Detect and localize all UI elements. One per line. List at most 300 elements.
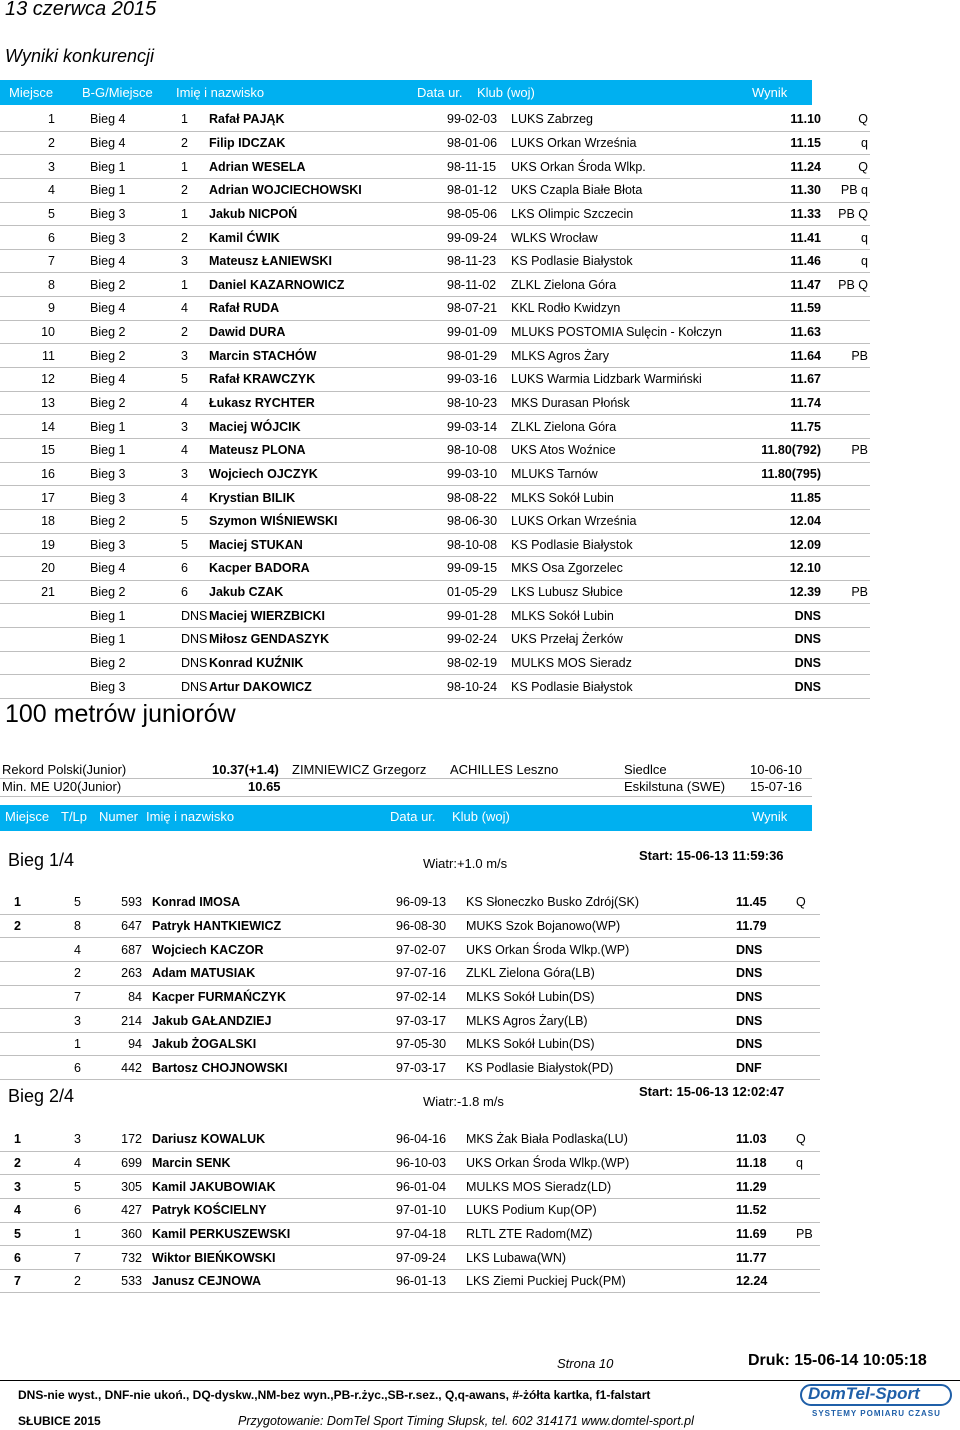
- club-cell: KS Podlasie Białystok: [511, 537, 633, 552]
- note-cell: PB: [851, 348, 868, 363]
- result-cell: 11.41: [790, 230, 821, 245]
- result-cell: 11.18: [736, 1155, 767, 1170]
- club-cell: UKS Orkan Środa Wlkp.(WP): [466, 1155, 630, 1170]
- result-cell: DNS: [736, 966, 763, 981]
- name-cell: Dariusz KOWALUK: [152, 1132, 266, 1147]
- name-cell: Maciej WÓJCIK: [209, 419, 301, 434]
- note-cell: q: [861, 135, 868, 150]
- name-cell: Rafał KRAWCZYK: [209, 372, 316, 387]
- bib-cell: 699: [121, 1155, 142, 1170]
- note-cell: PB: [851, 585, 868, 600]
- heat-place-cell: 5: [181, 537, 188, 552]
- table-row: [0, 486, 870, 510]
- lane-cell: 5: [74, 895, 81, 910]
- table-row: [0, 628, 870, 652]
- note-cell: q: [861, 254, 868, 269]
- dob-cell: 99-02-24: [447, 632, 498, 647]
- heat-cell: Bieg 2: [90, 325, 126, 340]
- dob-cell: 96-01-13: [396, 1274, 447, 1289]
- name-cell: Daniel KAZARNOWICZ: [209, 277, 345, 292]
- table-row: [0, 368, 870, 392]
- dob-cell: 98-10-08: [447, 537, 498, 552]
- dob-cell: 99-02-03: [447, 112, 498, 127]
- club-cell: MLKS Agros Żary: [511, 348, 609, 363]
- dob-cell: 97-02-07: [396, 942, 447, 957]
- lane-cell: 5: [74, 1179, 81, 1194]
- result-cell: DNS: [794, 608, 821, 623]
- col-heat-place: B-G/Miejsce: [82, 85, 153, 100]
- heat-place-cell: 2: [181, 135, 188, 150]
- name-cell: Adrian WOJCIECHOWSKI: [209, 183, 362, 198]
- club-cell: MKS Osa Zgorzelec: [511, 561, 623, 576]
- place-cell: 17: [41, 490, 55, 505]
- heat-cell: Bieg 4: [90, 301, 126, 316]
- result-cell: 12.04: [789, 514, 821, 529]
- heat-cell: Bieg 1: [90, 443, 126, 458]
- note-cell: PB: [796, 1226, 813, 1241]
- dob-cell: 98-02-19: [447, 656, 498, 671]
- legend: DNS-nie wyst., DNF-nie ukoń., DQ-dyskw.,NM-bez wyn.,PB-r.życ.,SB-r.sez., Q,q-awans, #-żółta kartka, f1-falstart: [18, 1388, 651, 1402]
- dob-cell: 98-06-30: [447, 514, 498, 529]
- club-cell: MLUKS Tarnów: [511, 466, 598, 481]
- name-cell: Patryk KOŚCIELNY: [152, 1203, 267, 1218]
- note-cell: PB: [851, 443, 868, 458]
- result-cell: 11.69: [736, 1226, 767, 1241]
- heat-place-cell: 1: [181, 159, 188, 174]
- club-cell: UKS Atos Woźnice: [511, 443, 616, 458]
- page-date: 13 czerwca 2015: [5, 0, 157, 20]
- note-cell: PB Q: [838, 206, 868, 221]
- heat-place-cell: 6: [181, 561, 188, 576]
- name-cell: Miłosz GENDASZYK: [209, 632, 330, 647]
- result-cell: 11.47: [790, 277, 821, 292]
- lane-cell: 6: [74, 1203, 81, 1218]
- result-cell: DNF: [736, 1060, 762, 1075]
- heat-place-cell: 3: [181, 254, 188, 269]
- results-header: [0, 80, 812, 105]
- place-cell: 12: [41, 372, 55, 387]
- note-cell: [821, 415, 870, 439]
- name-cell: Konrad KUŹNIK: [209, 656, 304, 671]
- place-cell: 7: [14, 1274, 21, 1289]
- dob-cell: 99-03-14: [447, 419, 498, 434]
- heat-cell: Bieg 1: [90, 632, 126, 647]
- club-cell: MKS Durasan Płońsk: [511, 396, 630, 410]
- place-cell: 7: [48, 254, 55, 269]
- heat-cell: Bieg 3: [90, 537, 126, 552]
- note-cell: Q: [796, 1132, 806, 1147]
- result-cell: 11.77: [736, 1250, 767, 1265]
- heat-cell: Bieg 2: [90, 514, 126, 529]
- table-row: [0, 273, 870, 297]
- note-cell: [821, 675, 870, 699]
- heat-cell: Bieg 2: [90, 277, 126, 292]
- place-cell: [0, 985, 74, 1009]
- note-cell: [776, 961, 820, 985]
- bib-cell: 94: [128, 1037, 142, 1052]
- place-cell: [0, 961, 74, 985]
- bib-cell: 305: [121, 1179, 142, 1194]
- club-cell: LUKS Zabrzeg: [511, 112, 593, 127]
- place-cell: 4: [48, 183, 55, 198]
- result-cell: 11.63: [790, 325, 821, 340]
- minimum-place: Eskilstuna (SWE): [624, 779, 726, 794]
- table-row: [0, 1175, 820, 1199]
- club-cell: MULKS MOS Sieradz: [511, 656, 632, 671]
- result-cell: 11.67: [790, 372, 821, 387]
- dob-cell: 97-01-10: [396, 1203, 447, 1218]
- result-cell: 11.33: [790, 206, 821, 221]
- table-row: [0, 1269, 820, 1293]
- dob-cell: 99-09-24: [447, 230, 498, 245]
- bib-cell: 647: [121, 918, 142, 933]
- dob-cell: 98-01-12: [447, 183, 498, 198]
- result-cell: 11.29: [736, 1179, 767, 1194]
- dob-cell: 97-03-17: [396, 1060, 447, 1075]
- club-cell: RLTL ZTE Radom(MZ): [466, 1226, 593, 1241]
- event-title: 100 metrów juniorów: [5, 700, 236, 728]
- col-dob: Data ur.: [417, 85, 463, 100]
- dob-cell: 98-11-15: [447, 159, 497, 174]
- lane-cell: 4: [74, 1155, 81, 1170]
- table-row: [0, 1128, 820, 1151]
- place-cell: [0, 604, 55, 628]
- heat-cell: Bieg 4: [90, 561, 126, 576]
- col-bib: Numer: [99, 809, 139, 824]
- club-cell: ZLKL Zielona Góra(LB): [466, 966, 595, 981]
- result-cell: 11.75: [790, 419, 821, 434]
- note-cell: [821, 462, 870, 486]
- col-name: Imię i nazwisko: [146, 809, 235, 824]
- name-cell: Kamil PERKUSZEWSKI: [152, 1226, 291, 1241]
- result-cell: 11.80(795): [761, 466, 821, 481]
- club-cell: KS Słoneczko Busko Zdrój(SK): [466, 895, 639, 910]
- note-cell: [821, 486, 870, 510]
- domtel-logo: [800, 1384, 952, 1422]
- col-name: Imię i nazwisko: [176, 85, 265, 100]
- name-cell: Szymon WIŚNIEWSKI: [209, 514, 338, 529]
- section-title: Wyniki konkurencji: [5, 46, 155, 66]
- place-cell: 2: [14, 918, 21, 933]
- club-cell: LUKS Orkan Września: [511, 135, 637, 150]
- result-cell: 11.10: [790, 112, 821, 127]
- table-row: [0, 651, 870, 675]
- place-cell: 18: [41, 514, 55, 529]
- result-cell: 12.39: [789, 585, 821, 600]
- record-holder: ZIMNIEWICZ Grzegorz: [292, 762, 427, 777]
- heat-place-cell: 4: [181, 490, 188, 505]
- minimum-result: 10.65: [248, 779, 281, 794]
- result-cell: 12.10: [789, 561, 821, 576]
- place-cell: 13: [41, 396, 55, 410]
- club-cell: KKL Rodło Kwidzyn: [511, 301, 621, 316]
- heat-cell: Bieg 4: [90, 372, 126, 387]
- minimum-date: 15-07-16: [750, 779, 803, 794]
- table-row: [0, 985, 820, 1009]
- dob-cell: 97-03-17: [396, 1013, 447, 1028]
- bib-cell: 732: [121, 1250, 142, 1265]
- dob-cell: 96-09-13: [396, 895, 447, 910]
- place-cell: 1: [14, 1132, 21, 1147]
- place-cell: 5: [48, 206, 55, 221]
- club-cell: LUKS Warmia Lidzbark Warmiński: [511, 372, 702, 387]
- name-cell: Kacper BADORA: [209, 561, 310, 576]
- note-cell: Q: [858, 159, 868, 174]
- note-cell: [821, 604, 870, 628]
- place-cell: 8: [48, 277, 55, 292]
- place-cell: 20: [41, 561, 55, 576]
- dob-cell: 97-07-16: [396, 966, 447, 981]
- note-cell: [776, 1246, 820, 1270]
- dob-cell: 97-09-24: [396, 1250, 447, 1265]
- note-cell: [776, 1175, 820, 1199]
- minimum-label: Min. ME U20(Junior): [2, 779, 122, 794]
- record-label: Rekord Polski(Junior): [2, 762, 127, 777]
- table-row: [0, 249, 870, 273]
- dob-cell: 96-01-04: [396, 1179, 447, 1194]
- place-cell: 2: [14, 1155, 21, 1170]
- heat-place-cell: 3: [181, 348, 188, 363]
- note-cell: [776, 938, 820, 962]
- lane-cell: 6: [74, 1060, 81, 1075]
- club-cell: KS Podlasie Białystok(PD): [466, 1060, 614, 1075]
- result-cell: DNS: [736, 942, 763, 957]
- table-row: [0, 891, 820, 914]
- heat-cell: Bieg 3: [90, 679, 126, 694]
- table-row: [0, 202, 870, 226]
- note-cell: [821, 628, 870, 652]
- place-cell: 2: [48, 135, 55, 150]
- table-row: [0, 533, 870, 557]
- dob-cell: 98-10-08: [447, 443, 498, 458]
- heat-cell: Bieg 1: [90, 608, 126, 623]
- place-cell: 10: [41, 325, 55, 340]
- result-cell: 11.52: [736, 1203, 767, 1218]
- name-cell: Konrad IMOSA: [152, 895, 241, 910]
- name-cell: Marcin SENK: [152, 1155, 231, 1170]
- heat-place-cell: 2: [181, 183, 188, 198]
- bib-cell: 84: [128, 989, 142, 1004]
- record-place: Siedlce: [624, 762, 667, 777]
- result-cell: 12.24: [736, 1274, 768, 1289]
- lane-cell: 2: [74, 966, 81, 981]
- place-cell: 19: [41, 537, 55, 552]
- bib-cell: 593: [121, 895, 142, 910]
- note-cell: [821, 557, 870, 581]
- dob-cell: 98-11-23: [447, 254, 497, 269]
- place-cell: [0, 938, 74, 962]
- place-cell: 1: [48, 112, 55, 127]
- lane-cell: 1: [74, 1037, 81, 1052]
- club-cell: LUKS Podium Kup(OP): [466, 1203, 597, 1218]
- table-row: [0, 344, 870, 368]
- note-cell: [821, 391, 870, 415]
- dob-cell: 01-05-29: [447, 585, 498, 600]
- col-dob: Data ur.: [390, 809, 436, 824]
- note-cell: [776, 985, 820, 1009]
- lane-cell: 7: [74, 989, 81, 1004]
- heat-place-cell: 5: [181, 514, 188, 529]
- bib-cell: 533: [121, 1274, 142, 1289]
- table-row: [0, 108, 870, 131]
- table-row: [0, 391, 870, 415]
- name-cell: Kamil JAKUBOWIAK: [152, 1179, 276, 1194]
- heat-cell: Bieg 3: [90, 490, 126, 505]
- dob-cell: 96-04-16: [396, 1132, 447, 1147]
- heat-place-cell: 2: [181, 325, 188, 340]
- name-cell: Mateusz ŁANIEWSKI: [209, 254, 332, 269]
- club-cell: UKS Orkan Środa Wlkp.(WP): [466, 942, 630, 957]
- heat-cell: Bieg 2: [90, 656, 126, 671]
- heat-place-cell: 3: [181, 466, 188, 481]
- note-cell: [776, 1032, 820, 1056]
- club-cell: MLKS Sokół Lubin: [511, 608, 614, 623]
- bib-cell: 427: [121, 1203, 142, 1218]
- dob-cell: 97-05-30: [396, 1037, 447, 1052]
- name-cell: Artur DAKOWICZ: [209, 679, 312, 694]
- table-row: [0, 131, 870, 155]
- table-row: [0, 155, 870, 179]
- heat-title: Bieg 2/4: [8, 1086, 75, 1106]
- place-cell: [0, 1009, 74, 1033]
- table-row: [0, 961, 820, 985]
- name-cell: Adam MATUSIAK: [152, 966, 256, 981]
- heat-cell: Bieg 2: [90, 585, 126, 600]
- club-cell: LUKS Orkan Września: [511, 514, 637, 529]
- heat-cell: Bieg 1: [90, 419, 126, 434]
- heat-cell: Bieg 4: [90, 112, 126, 127]
- table-row: [0, 1246, 820, 1270]
- heat-table: [0, 891, 820, 1080]
- note-cell: [821, 297, 870, 321]
- dob-cell: 98-10-24: [447, 679, 498, 694]
- heat-place-cell: 4: [181, 301, 188, 316]
- note-cell: Q: [858, 112, 868, 127]
- name-cell: Janusz CEJNOWA: [152, 1274, 262, 1289]
- heat-cell: Bieg 3: [90, 466, 126, 481]
- bib-cell: 172: [121, 1132, 142, 1147]
- club-cell: UKS Czapla Białe Błota: [511, 183, 643, 198]
- col-place: Miejsce: [5, 809, 50, 824]
- heat-table: [0, 1128, 820, 1293]
- result-cell: 11.45: [736, 895, 767, 910]
- table-row: [0, 1222, 820, 1246]
- result-cell: 11.80(792): [761, 443, 821, 458]
- result-cell: 12.09: [789, 537, 821, 552]
- place-cell: [0, 1056, 74, 1080]
- club-cell: LKS Ziemi Puckiej Puck(PM): [466, 1274, 626, 1289]
- table-row: [0, 580, 870, 604]
- dob-cell: 98-05-06: [447, 206, 498, 221]
- prepared-by: Przygotowanie: DomTel Sport Timing Słupsk, tel. 602 314171 www.domtel-sport.pl: [238, 1414, 694, 1428]
- result-cell: 11.30: [790, 183, 821, 198]
- bib-cell: 214: [121, 1013, 142, 1028]
- minimum-row: [0, 779, 812, 796]
- lane-cell: 8: [74, 918, 81, 933]
- heat-place-cell: DNS: [181, 679, 208, 694]
- dob-cell: 96-08-30: [396, 918, 447, 933]
- result-cell: DNS: [794, 656, 821, 671]
- place-cell: [0, 628, 55, 652]
- result-cell: 11.15: [790, 135, 821, 150]
- name-cell: Dawid DURA: [209, 325, 286, 340]
- heat-cell: Bieg 3: [90, 206, 126, 221]
- col-place: Miejsce: [9, 85, 54, 100]
- place-cell: 6: [14, 1250, 21, 1265]
- name-cell: Kamil ĆWIK: [209, 230, 280, 245]
- name-cell: Kacper FURMAŃCZYK: [152, 989, 287, 1004]
- club-cell: UKS Przełaj Żerków: [511, 632, 623, 647]
- name-cell: Wojciech KACZOR: [152, 942, 264, 957]
- heat-place-cell: 2: [181, 230, 188, 245]
- table-row: [0, 938, 820, 962]
- result-cell: 11.59: [790, 301, 821, 316]
- heat-place-cell: 6: [181, 585, 188, 600]
- place-cell: 4: [14, 1203, 21, 1218]
- col-lane: T/Lp: [61, 809, 88, 824]
- result-cell: 11.03: [736, 1132, 767, 1147]
- table-row: [0, 1056, 820, 1080]
- heat-start: Start: 15-06-13 12:02:47: [639, 1084, 785, 1099]
- club-cell: ZLKL Zielona Góra: [511, 419, 617, 434]
- col-result: Wynik: [752, 85, 788, 100]
- club-cell: MUKS Szok Bojanowo(WP): [466, 918, 621, 933]
- note-cell: [776, 1198, 820, 1222]
- table-row: [0, 914, 820, 938]
- note-cell: Q: [796, 895, 806, 910]
- club-cell: WLKS Wrocław: [511, 230, 598, 245]
- dob-cell: 98-07-21: [447, 301, 498, 316]
- name-cell: Wiktor BIEŃKOWSKI: [152, 1250, 276, 1265]
- table-row: [0, 557, 870, 581]
- dob-cell: 96-10-03: [396, 1155, 447, 1170]
- dob-cell: 98-11-02: [447, 277, 497, 292]
- results-table: [0, 108, 870, 699]
- place-cell: 3: [14, 1179, 21, 1194]
- club-cell: MLKS Sokół Lubin: [511, 490, 614, 505]
- note-cell: [776, 1056, 820, 1080]
- club-cell: MLKS Sokół Lubin(DS): [466, 1037, 595, 1052]
- name-cell: Bartosz CHOJNOWSKI: [152, 1060, 288, 1075]
- col-club: Klub (woj): [477, 85, 535, 100]
- note-cell: [821, 533, 870, 557]
- heat-place-cell: 4: [181, 396, 188, 410]
- name-cell: Maciej STUKAN: [209, 537, 303, 552]
- heat-place-cell: 4: [181, 443, 188, 458]
- club-cell: KS Podlasie Białystok: [511, 679, 633, 694]
- name-cell: Jakub ŻOGALSKI: [152, 1037, 257, 1052]
- dob-cell: 98-01-29: [447, 348, 498, 363]
- table-row: [0, 462, 870, 486]
- record-result: 10.37(+1.4): [212, 762, 279, 777]
- dob-cell: 98-01-06: [447, 135, 498, 150]
- place-cell: [0, 1032, 74, 1056]
- name-cell: Rafał RUDA: [209, 301, 280, 316]
- place-cell: 16: [41, 466, 55, 481]
- heat-results-header: [0, 805, 812, 831]
- table-row: [0, 1032, 820, 1056]
- dob-cell: 99-03-16: [447, 372, 498, 387]
- note-cell: PB Q: [838, 277, 868, 292]
- note-cell: [821, 368, 870, 392]
- result-cell: 11.64: [790, 348, 821, 363]
- club-cell: KS Podlasie Białystok: [511, 254, 633, 269]
- heat-place-cell: 5: [181, 372, 188, 387]
- dob-cell: 99-09-15: [447, 561, 498, 576]
- place-cell: 6: [48, 230, 55, 245]
- heat-place-cell: 3: [181, 419, 188, 434]
- heat-place-cell: DNS: [181, 656, 208, 671]
